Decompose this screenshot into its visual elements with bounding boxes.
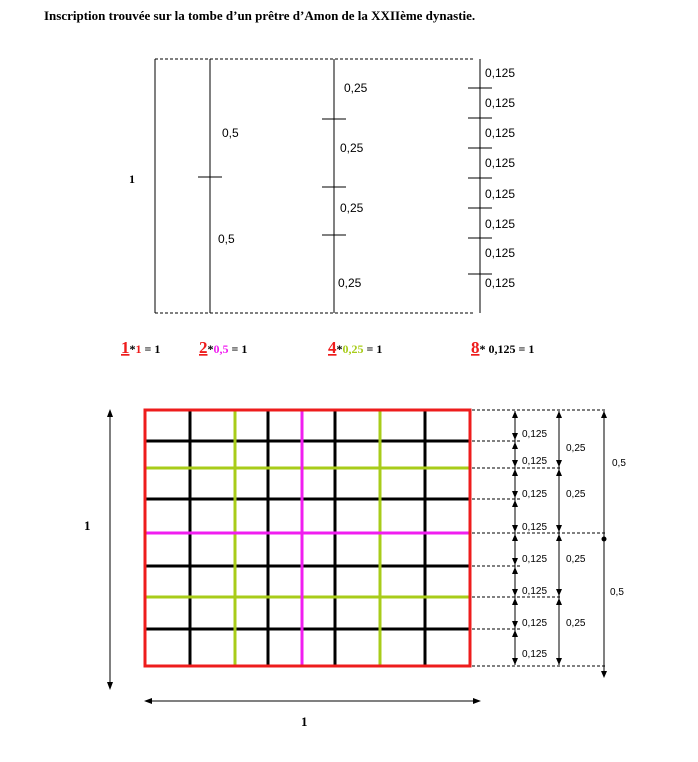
dim-midpoint-dot — [602, 537, 607, 542]
equation-mult: * — [479, 342, 489, 356]
equation-4 — [471, 338, 534, 357]
equation-result: = 1 — [515, 342, 535, 356]
dim-label-half: 0,5 — [612, 458, 626, 469]
arrowhead — [512, 630, 518, 637]
arrowhead — [601, 411, 607, 418]
eighth-label: 0,125 — [485, 246, 516, 260]
arrowhead — [601, 671, 607, 678]
dim-label-eighth: 0,125 — [522, 618, 548, 629]
height-label: 1 — [84, 518, 91, 533]
equation-result: = 1 — [363, 342, 383, 356]
equation-factor: 0,5 — [213, 342, 229, 356]
dim-label-half: 0,5 — [610, 587, 624, 598]
eighth-label: 0,125 — [485, 126, 516, 140]
arrowhead — [512, 500, 518, 507]
equation-2 — [199, 338, 247, 357]
dim-label-quarter: 0,25 — [566, 618, 586, 629]
equations — [121, 338, 534, 357]
arrowhead — [512, 658, 518, 665]
width-label: 1 — [301, 714, 308, 729]
equation-mult: * — [129, 342, 136, 356]
arrowhead — [512, 567, 518, 574]
arrowhead — [107, 682, 113, 690]
equation-result: = 1 — [228, 342, 248, 356]
dim-label-eighth: 0,125 — [522, 522, 548, 533]
half-label: 0,5 — [218, 232, 235, 246]
arrowhead — [556, 534, 562, 541]
quarter-label: 0,25 — [344, 81, 368, 95]
equation-mult: * — [207, 342, 214, 356]
arrowhead — [512, 469, 518, 476]
equation-count: 8 — [471, 338, 480, 357]
dim-label-quarter: 0,25 — [566, 554, 586, 565]
arrowhead — [556, 469, 562, 476]
equation-count: 1 — [121, 338, 130, 357]
arrowhead — [512, 621, 518, 628]
equation-3 — [328, 338, 382, 357]
eighth-label: 0,125 — [485, 187, 516, 201]
arrowhead — [107, 409, 113, 417]
half-label: 0,5 — [222, 126, 239, 140]
page-title: Inscription trouvée sur la tombe d’un prêtre d’Amon de la XXIIème dynastie. — [44, 8, 476, 23]
arrowhead — [512, 433, 518, 440]
eighth-label: 0,125 — [485, 66, 516, 80]
eighth-label: 0,125 — [485, 217, 516, 231]
arrowhead — [556, 525, 562, 532]
dim-label-eighth: 0,125 — [522, 586, 548, 597]
equation-factor: 0,25 — [342, 342, 364, 356]
arrowhead — [512, 534, 518, 541]
dim-label-eighth: 0,125 — [522, 649, 548, 660]
quarter-label: 0,25 — [338, 276, 362, 290]
equation-result: = 1 — [141, 342, 161, 356]
eighth-label: 0,125 — [485, 96, 516, 110]
dim-label-quarter: 0,25 — [566, 489, 586, 500]
total-length-label: 1 — [129, 172, 135, 186]
dim-label-eighth: 0,125 — [522, 429, 548, 440]
arrowhead — [512, 442, 518, 449]
eighth-label: 0,125 — [485, 156, 516, 170]
arrowhead — [512, 491, 518, 498]
equation-factor: 0,125 — [488, 342, 516, 356]
arrowhead — [512, 589, 518, 596]
arrowhead — [512, 598, 518, 605]
arrowhead — [556, 598, 562, 605]
grid-diagram — [84, 409, 626, 729]
equation-count: 2 — [199, 338, 208, 357]
arrowhead — [473, 698, 481, 704]
arrowhead — [512, 460, 518, 467]
arrowhead — [144, 698, 152, 704]
arrowhead — [556, 589, 562, 596]
equation-count: 4 — [328, 338, 337, 357]
arrowhead — [556, 658, 562, 665]
dim-label-eighth: 0,125 — [522, 456, 548, 467]
arrowhead — [556, 460, 562, 467]
equation-mult: * — [336, 342, 343, 356]
dim-label-eighth: 0,125 — [522, 554, 548, 565]
equation-1 — [121, 338, 160, 357]
arrowhead — [512, 411, 518, 418]
quarter-label: 0,25 — [340, 201, 364, 215]
eighth-label: 0,125 — [485, 276, 516, 290]
quarter-label: 0,25 — [340, 141, 364, 155]
arrowhead — [556, 411, 562, 418]
dim-label-quarter: 0,25 — [566, 443, 586, 454]
top-diagram — [129, 59, 515, 313]
equation-factor: 1 — [135, 342, 142, 356]
arrowhead — [512, 558, 518, 565]
dim-label-eighth: 0,125 — [522, 489, 548, 500]
arrowhead — [512, 525, 518, 532]
